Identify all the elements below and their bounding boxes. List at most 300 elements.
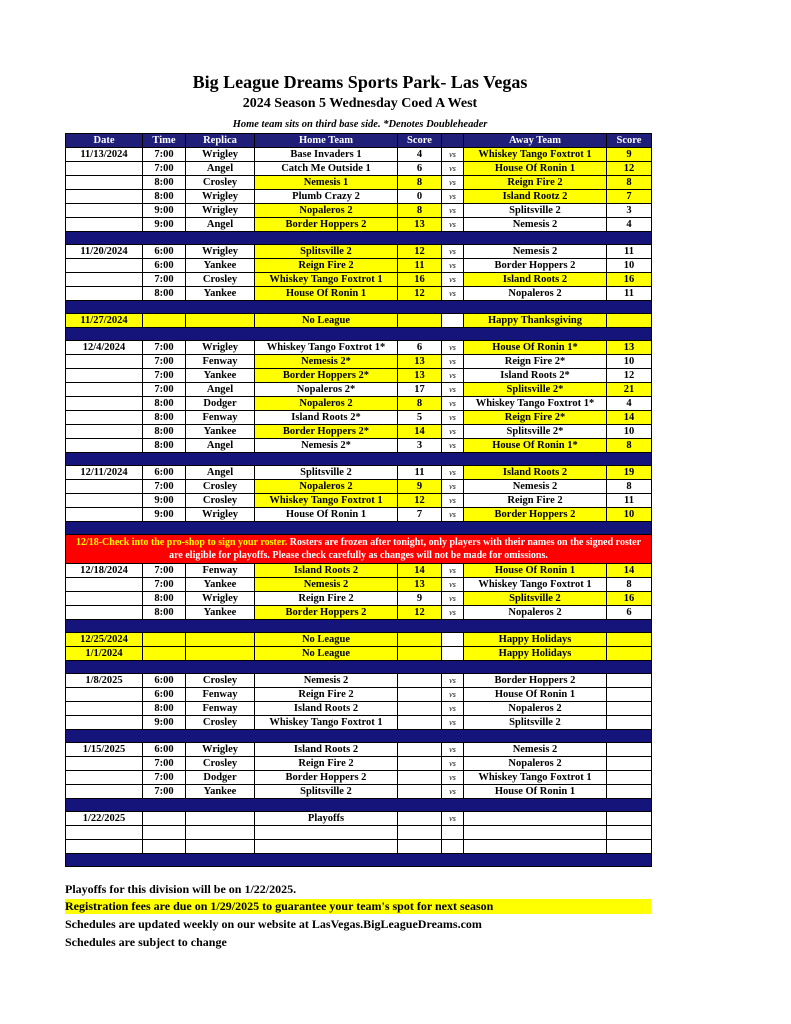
away-team-cell: Nopaleros 2 — [464, 606, 607, 620]
date-cell — [66, 204, 143, 218]
replica-cell: Yankee — [186, 287, 255, 301]
home-score-cell: 13 — [398, 218, 442, 232]
replica-cell: Fenway — [186, 355, 255, 369]
away-team-cell: Border Hoppers 2 — [464, 508, 607, 522]
col-header-date: Date — [66, 134, 143, 148]
replica-cell: Crosley — [186, 757, 255, 771]
vs-cell: vs — [442, 466, 464, 480]
home-score-cell — [398, 702, 442, 716]
home-score-cell: 12 — [398, 494, 442, 508]
home-team-cell: Reign Fire 2 — [255, 259, 398, 273]
home-team-cell: Nopaleros 2* — [255, 383, 398, 397]
home-team-cell: Whiskey Tango Foxtrot 1 — [255, 273, 398, 287]
table-row — [66, 218, 652, 232]
col-header-away-score: Score — [607, 134, 652, 148]
col-header-home-team: Home Team — [255, 134, 398, 148]
away-team-cell: Happy Holidays — [464, 633, 607, 647]
table-row — [66, 743, 652, 757]
home-team-cell: Nopaleros 2 — [255, 480, 398, 494]
week-separator — [66, 453, 652, 466]
home-score-cell: 11 — [398, 259, 442, 273]
home-team-cell: Nemesis 2 — [255, 674, 398, 688]
time-cell: 7:00 — [143, 162, 186, 176]
away-team-cell: Whiskey Tango Foxtrot 1 — [464, 148, 607, 162]
time-cell — [143, 826, 186, 840]
separator-bar — [66, 854, 652, 867]
time-cell: 7:00 — [143, 148, 186, 162]
away-score-cell — [607, 702, 652, 716]
away-score-cell — [607, 633, 652, 647]
separator-bar — [66, 661, 652, 674]
away-score-cell — [607, 840, 652, 854]
vs-cell: vs — [442, 287, 464, 301]
vs-cell: vs — [442, 785, 464, 799]
away-team-cell: Happy Thanksgiving — [464, 314, 607, 328]
vs-cell: vs — [442, 411, 464, 425]
date-cell — [66, 273, 143, 287]
table-row — [66, 176, 652, 190]
home-score-cell — [398, 674, 442, 688]
page-subtitle: 2024 Season 5 Wednesday Coed A West — [242, 96, 478, 111]
home-team-cell: Reign Fire 2 — [255, 757, 398, 771]
home-score-cell: 12 — [398, 287, 442, 301]
replica-cell: Angel — [186, 383, 255, 397]
away-team-cell: Island Rootz 2 — [464, 190, 607, 204]
vs-cell: vs — [442, 176, 464, 190]
home-score-cell: 14 — [398, 425, 442, 439]
week-separator — [66, 730, 652, 743]
home-score-cell — [398, 647, 442, 661]
away-score-cell: 10 — [607, 355, 652, 369]
away-score-cell — [607, 716, 652, 730]
separator-bar — [66, 620, 652, 633]
replica-cell: Fenway — [186, 688, 255, 702]
time-cell — [143, 812, 186, 826]
time-cell: 7:00 — [143, 369, 186, 383]
home-score-cell — [398, 840, 442, 854]
separator-bar — [66, 730, 652, 743]
home-team-cell: Reign Fire 2 — [255, 592, 398, 606]
home-team-cell: Border Hoppers 2* — [255, 425, 398, 439]
date-cell — [66, 785, 143, 799]
table-row — [66, 757, 652, 771]
time-cell: 8:00 — [143, 411, 186, 425]
replica-cell: Wrigley — [186, 204, 255, 218]
home-team-cell: House Of Ronin 1 — [255, 287, 398, 301]
home-team-cell: Splitsville 2 — [255, 785, 398, 799]
away-team-cell: Island Roots 2 — [464, 466, 607, 480]
vs-cell — [442, 647, 464, 661]
home-team-cell — [255, 826, 398, 840]
table-row — [66, 508, 652, 522]
away-score-cell: 12 — [607, 369, 652, 383]
home-score-cell: 17 — [398, 383, 442, 397]
replica-cell: Wrigley — [186, 190, 255, 204]
date-cell: 11/27/2024 — [66, 314, 143, 328]
vs-cell: vs — [442, 369, 464, 383]
away-team-cell: Reign Fire 2* — [464, 355, 607, 369]
time-cell: 6:00 — [143, 259, 186, 273]
table-row — [66, 162, 652, 176]
away-score-cell: 13 — [607, 341, 652, 355]
table-row — [66, 647, 652, 661]
date-cell — [66, 369, 143, 383]
time-cell: 8:00 — [143, 592, 186, 606]
replica-cell: Angel — [186, 466, 255, 480]
time-cell — [143, 633, 186, 647]
table-row — [66, 771, 652, 785]
away-team-cell: House Of Ronin 1* — [464, 341, 607, 355]
time-cell: 7:00 — [143, 757, 186, 771]
home-team-cell: Nemesis 2 — [255, 578, 398, 592]
date-cell — [66, 494, 143, 508]
date-cell — [66, 578, 143, 592]
replica-cell: Angel — [186, 439, 255, 453]
home-score-cell: 14 — [398, 564, 442, 578]
date-cell — [66, 688, 143, 702]
time-cell — [143, 647, 186, 661]
week-separator — [66, 301, 652, 314]
table-row — [66, 204, 652, 218]
home-score-cell — [398, 785, 442, 799]
table-row — [66, 716, 652, 730]
replica-cell: Wrigley — [186, 508, 255, 522]
replica-cell: Wrigley — [186, 245, 255, 259]
table-row — [66, 341, 652, 355]
vs-cell: vs — [442, 355, 464, 369]
vs-cell: vs — [442, 204, 464, 218]
col-header-time: Time — [143, 134, 186, 148]
week-separator — [66, 328, 652, 341]
footer-website-note: Schedules are updated weekly on our website at LasVegas.BigLeagueDreams.com — [65, 917, 482, 931]
table-row — [66, 674, 652, 688]
away-score-cell: 10 — [607, 259, 652, 273]
date-cell — [66, 592, 143, 606]
home-score-cell: 0 — [398, 190, 442, 204]
replica-cell: Fenway — [186, 564, 255, 578]
away-score-cell: 14 — [607, 564, 652, 578]
away-team-cell: Island Roots 2 — [464, 273, 607, 287]
away-team-cell: Border Hoppers 2 — [464, 674, 607, 688]
replica-cell: Angel — [186, 162, 255, 176]
away-team-cell: House Of Ronin 1 — [464, 162, 607, 176]
away-team-cell: Nopaleros 2 — [464, 702, 607, 716]
replica-cell: Crosley — [186, 176, 255, 190]
time-cell: 7:00 — [143, 355, 186, 369]
home-score-cell — [398, 314, 442, 328]
home-team-cell: Island Roots 2 — [255, 564, 398, 578]
date-cell — [66, 508, 143, 522]
time-cell: 6:00 — [143, 688, 186, 702]
date-cell: 11/13/2024 — [66, 148, 143, 162]
away-score-cell: 7 — [607, 190, 652, 204]
date-cell — [66, 176, 143, 190]
away-score-cell: 11 — [607, 287, 652, 301]
time-cell: 7:00 — [143, 564, 186, 578]
vs-cell: vs — [442, 674, 464, 688]
vs-cell: vs — [442, 743, 464, 757]
home-team-cell: Nopaleros 2 — [255, 397, 398, 411]
home-team-cell: House Of Ronin 1 — [255, 508, 398, 522]
home-team-cell: No League — [255, 314, 398, 328]
home-team-cell: Island Roots 2 — [255, 743, 398, 757]
time-cell: 7:00 — [143, 273, 186, 287]
table-row — [66, 785, 652, 799]
vs-cell: vs — [442, 439, 464, 453]
home-team-cell: Border Hoppers 2 — [255, 606, 398, 620]
vs-cell — [442, 314, 464, 328]
home-team-cell: Nopaleros 2 — [255, 204, 398, 218]
home-score-cell: 13 — [398, 369, 442, 383]
away-score-cell — [607, 757, 652, 771]
away-score-cell: 8 — [607, 480, 652, 494]
separator-bar — [66, 453, 652, 466]
away-score-cell: 8 — [607, 176, 652, 190]
replica-cell: Wrigley — [186, 743, 255, 757]
col-header-home-score: Score — [398, 134, 442, 148]
time-cell: 8:00 — [143, 606, 186, 620]
home-score-cell: 12 — [398, 606, 442, 620]
footer-playoffs-note: Playoffs for this division will be on 1/22/2025. — [65, 882, 297, 896]
table-row — [66, 606, 652, 620]
date-cell — [66, 218, 143, 232]
away-team-cell: Whiskey Tango Foxtrot 1* — [464, 397, 607, 411]
roster-notice-body: Rosters are frozen after tonight, only players with their names on the signed roster are eligible for playoffs. Please check carefully as changes will not be made for omissions. — [169, 537, 642, 561]
schedule-table — [65, 133, 652, 867]
table-row — [66, 425, 652, 439]
date-cell: 1/1/2024 — [66, 647, 143, 661]
replica-cell: Angel — [186, 218, 255, 232]
date-cell: 1/22/2025 — [66, 812, 143, 826]
date-cell — [66, 716, 143, 730]
away-score-cell — [607, 826, 652, 840]
time-cell: 6:00 — [143, 466, 186, 480]
home-score-cell — [398, 757, 442, 771]
table-row — [66, 355, 652, 369]
time-cell: 8:00 — [143, 702, 186, 716]
away-score-cell: 9 — [607, 148, 652, 162]
away-team-cell: Reign Fire 2 — [464, 494, 607, 508]
away-team-cell: Whiskey Tango Foxtrot 1 — [464, 771, 607, 785]
home-team-cell: Splitsville 2 — [255, 466, 398, 480]
home-score-cell: 4 — [398, 148, 442, 162]
table-row — [66, 578, 652, 592]
away-team-cell: Nopaleros 2 — [464, 757, 607, 771]
date-cell — [66, 397, 143, 411]
replica-cell: Yankee — [186, 578, 255, 592]
time-cell: 9:00 — [143, 218, 186, 232]
away-score-cell: 10 — [607, 508, 652, 522]
table-row — [66, 688, 652, 702]
home-score-cell: 6 — [398, 162, 442, 176]
away-team-cell: Nopaleros 2 — [464, 287, 607, 301]
vs-cell: vs — [442, 494, 464, 508]
table-row — [66, 702, 652, 716]
home-team-cell: Island Roots 2 — [255, 702, 398, 716]
table-row — [66, 273, 652, 287]
replica-cell — [186, 314, 255, 328]
week-separator — [66, 799, 652, 812]
table-row — [66, 812, 652, 826]
separator-bar — [66, 799, 652, 812]
home-team-cell: Nemesis 1 — [255, 176, 398, 190]
vs-cell: vs — [442, 508, 464, 522]
page-title: Big League Dreams Sports Park- Las Vegas — [192, 72, 528, 92]
away-team-cell: House Of Ronin 1* — [464, 439, 607, 453]
time-cell: 8:00 — [143, 425, 186, 439]
vs-cell: vs — [442, 383, 464, 397]
vs-cell: vs — [442, 218, 464, 232]
home-team-cell: No League — [255, 633, 398, 647]
away-score-cell: 21 — [607, 383, 652, 397]
time-cell: 7:00 — [143, 785, 186, 799]
table-row — [66, 826, 652, 840]
time-cell: 8:00 — [143, 439, 186, 453]
time-cell: 9:00 — [143, 716, 186, 730]
time-cell: 7:00 — [143, 771, 186, 785]
date-cell — [66, 190, 143, 204]
table-row — [66, 245, 652, 259]
vs-cell: vs — [442, 162, 464, 176]
away-score-cell: 11 — [607, 494, 652, 508]
away-score-cell — [607, 771, 652, 785]
vs-cell — [442, 633, 464, 647]
separator-bar — [66, 232, 652, 245]
away-team-cell: Reign Fire 2* — [464, 411, 607, 425]
vs-cell: vs — [442, 771, 464, 785]
home-score-cell — [398, 771, 442, 785]
table-row — [66, 439, 652, 453]
date-cell — [66, 840, 143, 854]
home-score-cell — [398, 716, 442, 730]
table-row — [66, 369, 652, 383]
replica-cell — [186, 633, 255, 647]
home-team-cell: Catch Me Outside 1 — [255, 162, 398, 176]
separator-bar — [66, 301, 652, 314]
date-cell — [66, 439, 143, 453]
time-cell: 6:00 — [143, 674, 186, 688]
vs-cell: vs — [442, 702, 464, 716]
table-row — [66, 840, 652, 854]
vs-cell: vs — [442, 259, 464, 273]
home-team-cell: Playoffs — [255, 812, 398, 826]
home-score-cell: 12 — [398, 245, 442, 259]
replica-cell: Dodger — [186, 771, 255, 785]
home-team-cell: Border Hoppers 2* — [255, 369, 398, 383]
replica-cell — [186, 812, 255, 826]
home-team-cell: Border Hoppers 2 — [255, 218, 398, 232]
home-team-cell: Whiskey Tango Foxtrot 1* — [255, 341, 398, 355]
away-score-cell: 14 — [607, 411, 652, 425]
date-cell — [66, 259, 143, 273]
replica-cell: Wrigley — [186, 148, 255, 162]
date-cell — [66, 162, 143, 176]
separator-bar — [66, 328, 652, 341]
replica-cell — [186, 840, 255, 854]
table-row — [66, 259, 652, 273]
away-team-cell: Nemesis 2 — [464, 743, 607, 757]
table-row — [66, 148, 652, 162]
time-cell: 8:00 — [143, 190, 186, 204]
week-separator — [66, 232, 652, 245]
date-cell: 1/8/2025 — [66, 674, 143, 688]
time-cell: 8:00 — [143, 287, 186, 301]
replica-cell: Wrigley — [186, 341, 255, 355]
replica-cell: Fenway — [186, 411, 255, 425]
home-score-cell — [398, 812, 442, 826]
time-cell: 9:00 — [143, 204, 186, 218]
replica-cell: Yankee — [186, 606, 255, 620]
home-score-cell: 5 — [398, 411, 442, 425]
home-team-cell: Plumb Crazy 2 — [255, 190, 398, 204]
roster-notice-lead: 12/18-Check into the pro-shop to sign your roster. — [75, 537, 288, 548]
vs-cell: vs — [442, 578, 464, 592]
table-header-row — [66, 134, 652, 148]
schedule-body — [66, 148, 652, 867]
away-score-cell: 8 — [607, 439, 652, 453]
replica-cell: Crosley — [186, 494, 255, 508]
vs-cell: vs — [442, 480, 464, 494]
table-row — [66, 592, 652, 606]
away-score-cell: 12 — [607, 162, 652, 176]
week-separator — [66, 661, 652, 674]
away-score-cell — [607, 743, 652, 757]
away-score-cell — [607, 314, 652, 328]
home-score-cell: 16 — [398, 273, 442, 287]
table-row — [66, 190, 652, 204]
away-team-cell: House Of Ronin 1 — [464, 785, 607, 799]
away-score-cell — [607, 674, 652, 688]
away-score-cell: 19 — [607, 466, 652, 480]
away-team-cell: Splitsville 2* — [464, 425, 607, 439]
away-score-cell: 11 — [607, 245, 652, 259]
time-cell: 8:00 — [143, 176, 186, 190]
away-team-cell: House Of Ronin 1 — [464, 688, 607, 702]
col-header-away-team: Away Team — [464, 134, 607, 148]
away-team-cell — [464, 826, 607, 840]
away-team-cell: House Of Ronin 1 — [464, 564, 607, 578]
home-team-cell: Splitsville 2 — [255, 245, 398, 259]
table-row — [66, 397, 652, 411]
away-score-cell: 4 — [607, 218, 652, 232]
week-separator — [66, 620, 652, 633]
home-score-cell — [398, 633, 442, 647]
date-cell: 12/11/2024 — [66, 466, 143, 480]
replica-cell: Yankee — [186, 785, 255, 799]
home-score-cell: 3 — [398, 439, 442, 453]
footer-registration-note: Registration fees are due on 1/29/2025 to guarantee your team's spot for next season — [65, 899, 651, 914]
vs-cell: vs — [442, 245, 464, 259]
away-team-cell: Nemesis 2 — [464, 218, 607, 232]
home-score-cell: 8 — [398, 397, 442, 411]
away-team-cell: Nemesis 2 — [464, 480, 607, 494]
away-score-cell — [607, 785, 652, 799]
time-cell: 6:00 — [143, 743, 186, 757]
schedule-note: Home team sits on third base side. *Denotes Doubleheader — [232, 119, 488, 130]
away-team-cell: Nemesis 2 — [464, 245, 607, 259]
vs-cell — [442, 840, 464, 854]
date-cell — [66, 826, 143, 840]
away-team-cell: Splitsville 2 — [464, 592, 607, 606]
away-team-cell: Happy Holidays — [464, 647, 607, 661]
home-team-cell: No League — [255, 647, 398, 661]
vs-cell — [442, 826, 464, 840]
away-team-cell: Border Hoppers 2 — [464, 259, 607, 273]
away-score-cell: 16 — [607, 273, 652, 287]
home-score-cell — [398, 826, 442, 840]
table-row — [66, 383, 652, 397]
replica-cell: Crosley — [186, 716, 255, 730]
